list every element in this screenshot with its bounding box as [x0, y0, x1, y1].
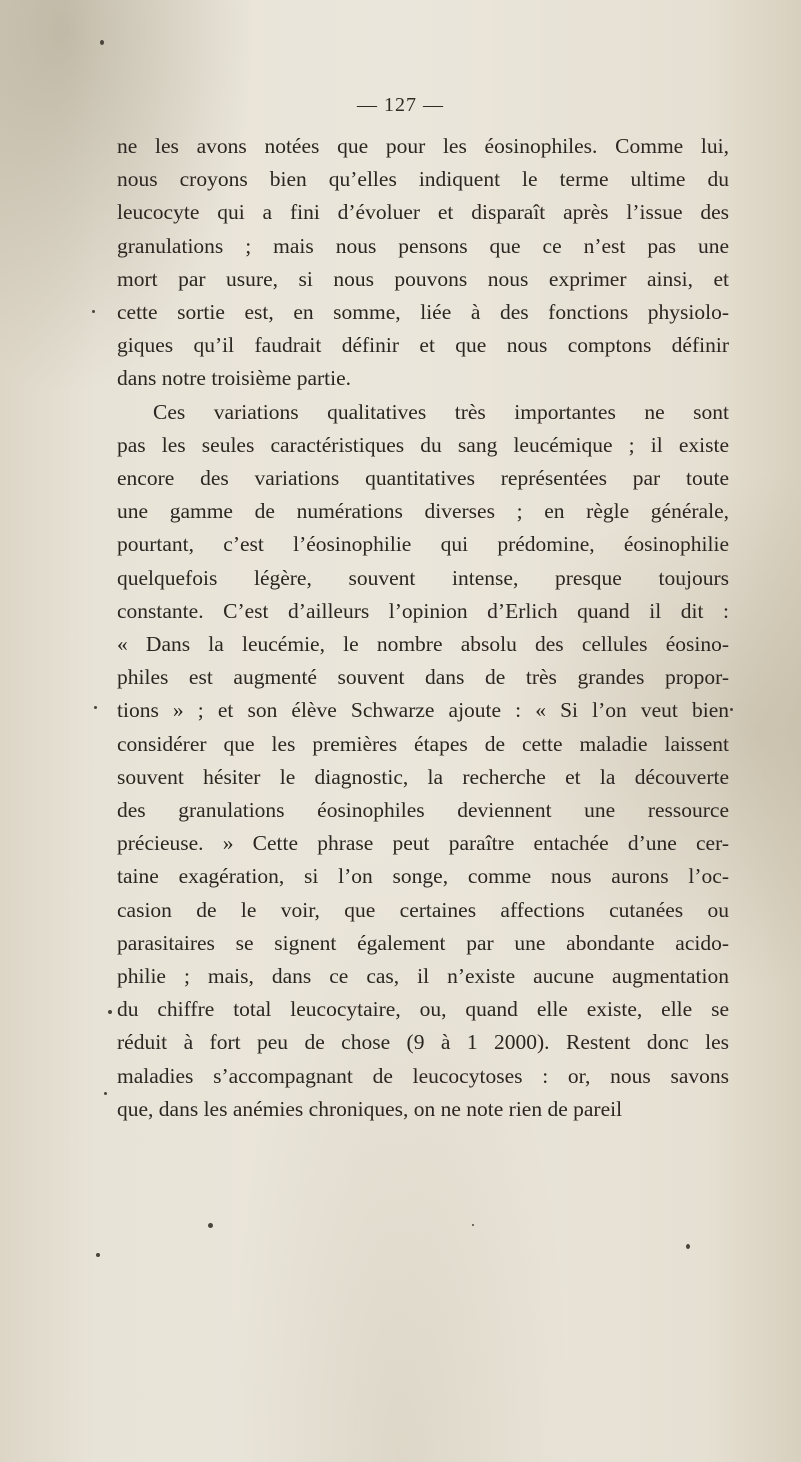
text-line: encore des variations quantitatives représentées par toute	[117, 466, 729, 491]
text-line: du chiffre total leucocytaire, ou, quand elle existe, elle se	[117, 997, 729, 1022]
text-line: maladies s’accompagnant de leucocytoses : or, nous savons	[117, 1063, 729, 1088]
text-line: quelquefois légère, souvent intense, presque toujours	[117, 565, 729, 590]
text-line: tions » ; et son élève Schwarze ajoute : « Si l’on veut bien	[117, 698, 729, 723]
text-line: constante. C’est d’ailleurs l’opinion d’Erlich quand il dit :	[117, 598, 729, 623]
scan-speck	[92, 310, 95, 313]
text-line: Ces variations qualitatives très importantes ne sont	[153, 399, 729, 424]
text-line: pas les seules caractéristiques du sang leucémique ; il existe	[117, 432, 729, 457]
text-line: dans notre troisième partie.	[117, 366, 352, 391]
text-line: souvent hésiter le diagnostic, la recherche et la découverte	[117, 764, 729, 789]
scan-speck	[730, 708, 733, 711]
text-line: que, dans les anémies chroniques, on ne note rien de pareil	[117, 1096, 623, 1121]
text-line: considérer que les premières étapes de cette maladie laissent	[117, 731, 729, 756]
text-line: des granulations éosinophiles deviennent une ressource	[117, 798, 729, 823]
text-line: « Dans la leucémie, le nombre absolu des cellules éosino-	[117, 632, 729, 657]
scan-speck	[100, 40, 104, 45]
text-line: taine exagération, si l’on songe, comme nous aurons l’oc-	[117, 864, 729, 889]
page-number: — 127 —	[357, 94, 444, 116]
scan-speck	[108, 1010, 112, 1014]
text-line: mort par usure, si nous pouvons nous exprimer ainsi, et	[117, 266, 729, 291]
scan-speck	[104, 1092, 107, 1095]
text-line: granulations ; mais nous pensons que ce n’est pas une	[117, 233, 729, 258]
text-line: cette sortie est, en somme, liée à des fonctions physiolo-	[117, 300, 729, 325]
text-line: ne les avons notées que pour les éosinophiles. Comme lui,	[117, 134, 729, 158]
scan-speck	[686, 1244, 690, 1249]
text-line: nous croyons bien qu’elles indiquent le terme ultime du	[117, 167, 729, 192]
text-line: giques qu’il faudrait définir et que nous comptons définir	[117, 333, 729, 358]
text-line: réduit à fort peu de chose (9 à 1 2000). Restent donc les	[117, 1030, 729, 1055]
scan-speck	[472, 1224, 474, 1226]
scan-speck	[94, 706, 97, 709]
text-line: parasitaires se signent également par une abondante acido-	[117, 930, 729, 955]
text-line: pourtant, c’est l’éosinophilie qui prédomine, éosinophilie	[117, 532, 729, 557]
text-line: une gamme de numérations diverses ; en règle générale,	[117, 499, 729, 524]
text-line: leucocyte qui a fini d’évoluer et disparaît après l’issue des	[117, 200, 729, 225]
text-line: précieuse. » Cette phrase peut paraître entachée d’une cer-	[117, 831, 729, 856]
scan-speck	[208, 1223, 213, 1228]
text-line: philes est augmenté souvent dans de très grandes propor-	[117, 665, 729, 690]
scan-speck	[96, 1253, 100, 1257]
body-text	[117, 130, 729, 1126]
text-line: philie ; mais, dans ce cas, il n’existe aucune augmentation	[117, 964, 729, 989]
text-line: casion de le voir, que certaines affections cutanées ou	[117, 897, 729, 922]
